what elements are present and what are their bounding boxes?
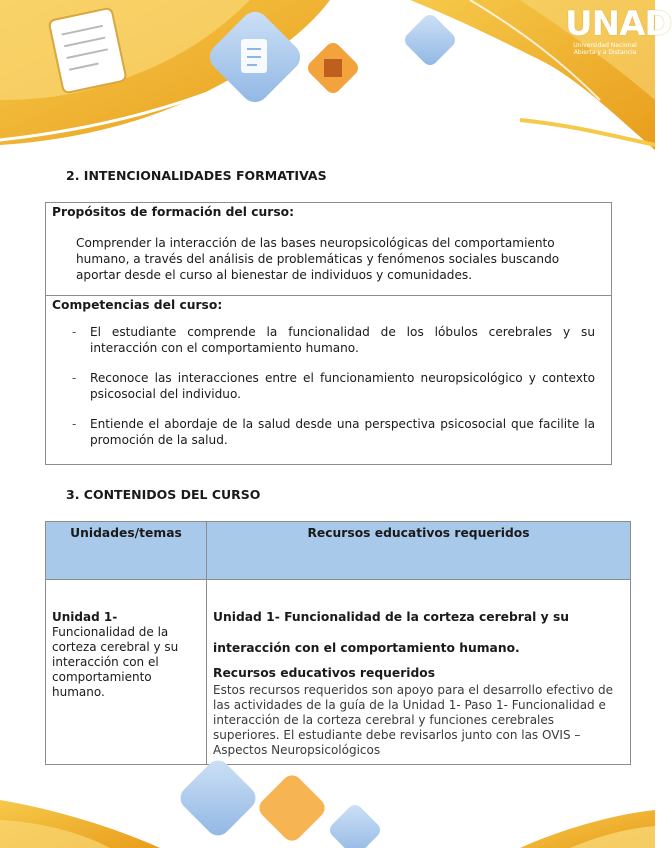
resources-cell	[207, 580, 631, 765]
dash-icon: -	[72, 325, 77, 339]
competencies-list	[46, 312, 611, 464]
competency-text: Entiende el abordaje de la salud desde una perspectiva psicosocial que facilite la promoción de la salud.	[90, 417, 595, 447]
table-row	[46, 580, 631, 765]
unit-label: Unidad 1-	[52, 610, 118, 624]
competencies-heading: Competencias del curso:	[52, 298, 223, 312]
col-header-units: Unidades/temas	[46, 522, 207, 580]
section-title-intencionalidades: 2. INTENCIONALIDADES FORMATIVAS	[66, 168, 327, 183]
section-title-contenidos: 3. CONTENIDOS DEL CURSO	[66, 487, 261, 502]
table-header-row	[46, 522, 631, 580]
dash-icon: -	[72, 371, 77, 385]
book-icon	[305, 40, 362, 97]
list-item	[72, 370, 595, 402]
unit-cell	[46, 580, 207, 765]
col-header-resources: Recursos educativos requeridos	[207, 522, 631, 580]
competencies-row	[46, 296, 611, 464]
dash-icon: -	[72, 417, 77, 431]
contents-table	[45, 521, 631, 765]
footer-banner	[0, 760, 655, 848]
unit-title-line2: interacción con el comportamiento humano.	[213, 641, 520, 655]
resources-heading: Recursos educativos requeridos	[213, 666, 436, 680]
unit-description: Funcionalidad de la corteza cerebral y su interacción con el comportamiento humano.	[52, 625, 179, 699]
logo-subtitle-2: Abierta y a Distancia	[573, 49, 637, 56]
purposes-row	[46, 203, 611, 296]
resources-text: Estos recursos requeridos son apoyo para el desarrollo efectivo de las actividades de la guía de la Unidad 1- Paso 1- Funcionalidad e interacción de la corteza cerebral y funciones cerebrales superiores. El estudiante debe revisarlos junto con las OVIS – Aspectos Neuropsicológicos	[213, 683, 613, 757]
decorative-diamond-icon	[327, 802, 384, 848]
purposes-heading: Propósitos de formación del curso:	[52, 205, 295, 219]
formative-box	[45, 202, 612, 465]
header-banner	[0, 0, 672, 150]
decorative-diamond-icon	[176, 756, 261, 841]
unit-title-line1: Unidad 1- Funcionalidad de la corteza cerebral y su	[213, 610, 570, 624]
logo-subtitle-1: Universidad Nacional	[573, 42, 637, 49]
competency-text: Reconoce las interacciones entre el funcionamiento neuropsicológico y contexto psicosocial del individuo.	[90, 371, 595, 401]
competency-text: El estudiante comprende la funcionalidad de los lóbulos cerebrales y su interacción con el comportamiento humano.	[90, 325, 595, 355]
decorative-diamond-icon	[402, 12, 459, 69]
list-item	[72, 416, 595, 448]
notepad-icon	[49, 8, 127, 94]
list-item	[72, 324, 595, 356]
decorative-diamond-icon	[255, 771, 329, 845]
purpose-text: Comprender la interacción de las bases neuropsicológicas del comportamiento humano, a través del análisis de problemáticas y fenómenos sociales buscando aportar desde el curso al bienestar de individuos y comunidades.	[76, 236, 560, 282]
logo-text: UNAD	[565, 4, 672, 44]
unad-logo	[565, 4, 672, 56]
